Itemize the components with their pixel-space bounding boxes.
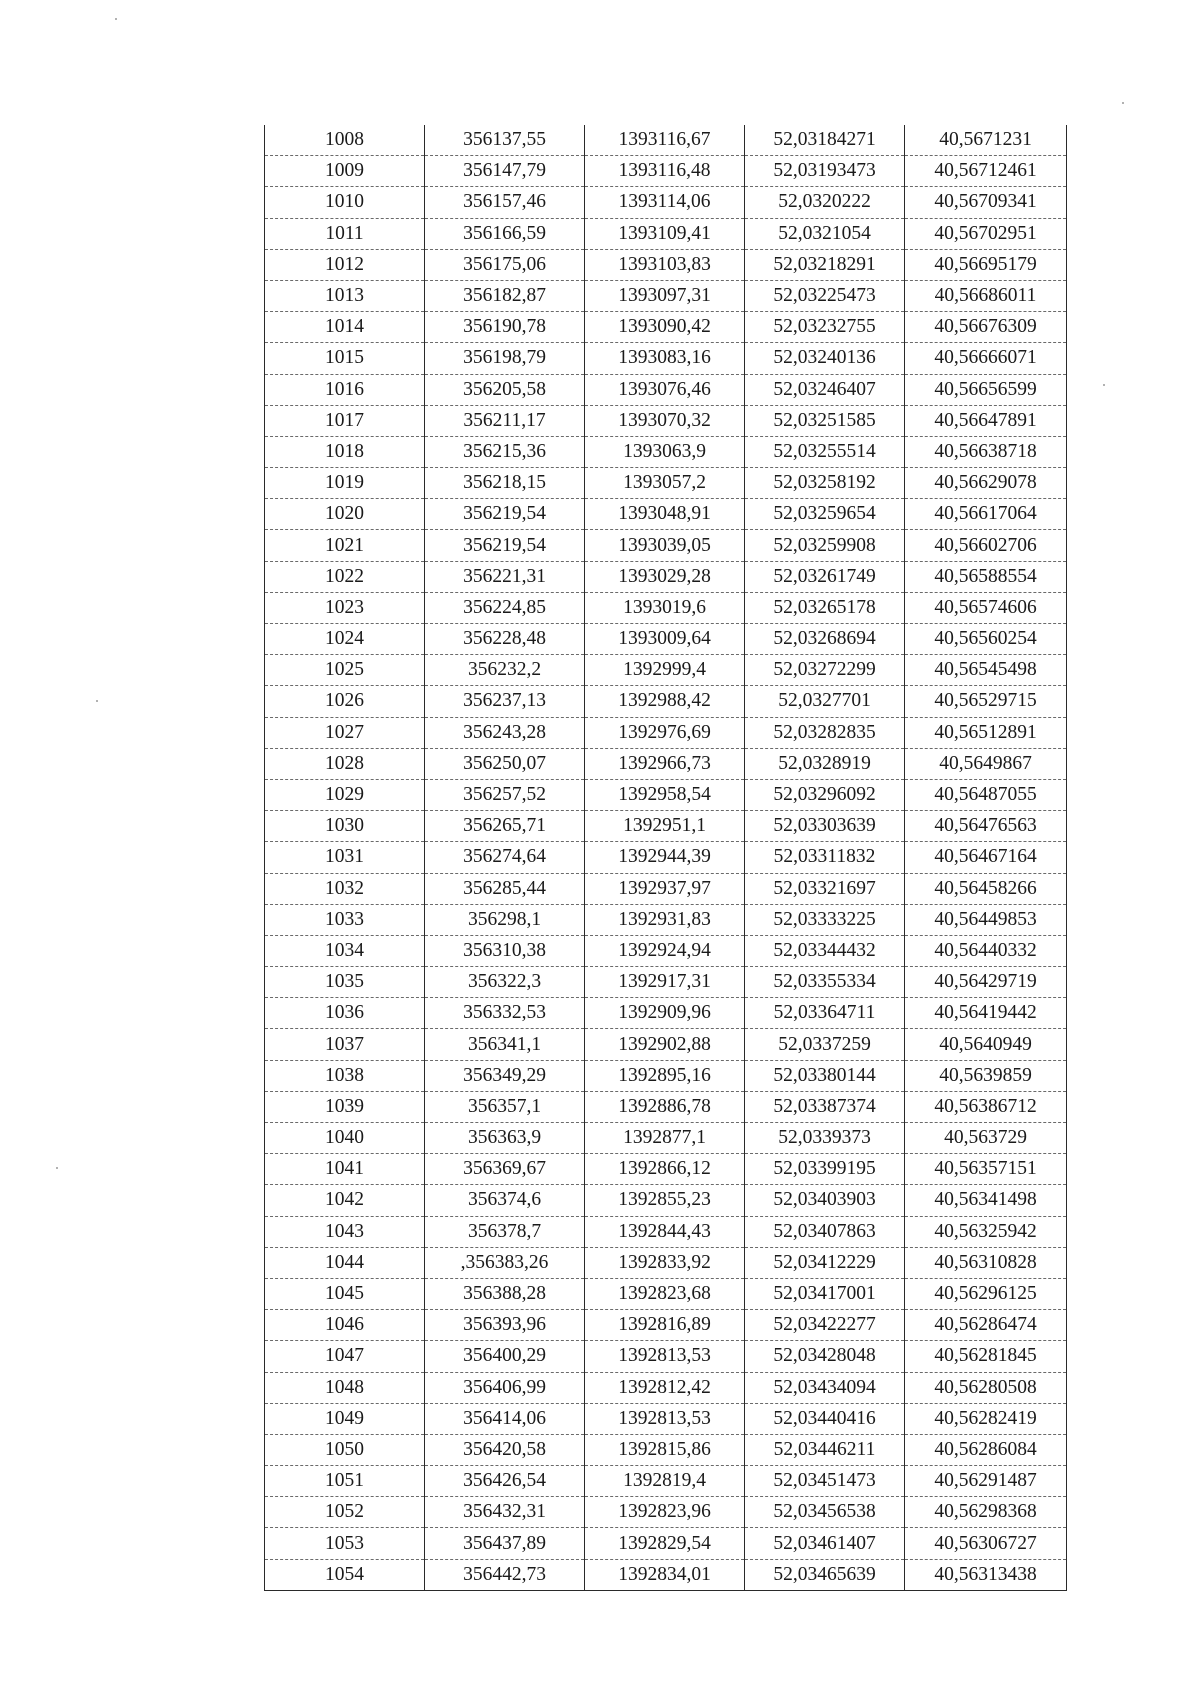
point-number-cell: 1038 <box>265 1060 425 1091</box>
latitude-cell: 52,03399195 <box>745 1154 905 1185</box>
x-coordinate-cell: 356257,52 <box>425 779 585 810</box>
latitude-cell: 52,03465639 <box>745 1559 905 1590</box>
table-row <box>265 1060 1067 1091</box>
longitude-cell: 40,56286474 <box>905 1310 1067 1341</box>
latitude-cell: 52,0337259 <box>745 1029 905 1060</box>
longitude-cell: 40,5671231 <box>905 125 1067 156</box>
y-coordinate-cell: 1392813,53 <box>585 1403 745 1434</box>
longitude-cell: 40,56467164 <box>905 842 1067 873</box>
y-coordinate-cell: 1392866,12 <box>585 1154 745 1185</box>
point-number-cell: 1054 <box>265 1559 425 1590</box>
y-coordinate-cell: 1392909,96 <box>585 998 745 1029</box>
latitude-cell: 52,03412229 <box>745 1247 905 1278</box>
y-coordinate-cell: 1392813,53 <box>585 1341 745 1372</box>
y-coordinate-cell: 1393116,48 <box>585 156 745 187</box>
point-number-cell: 1012 <box>265 249 425 280</box>
point-number-cell: 1022 <box>265 561 425 592</box>
x-coordinate-cell: 356157,46 <box>425 187 585 218</box>
latitude-cell: 52,03246407 <box>745 374 905 405</box>
point-number-cell: 1050 <box>265 1434 425 1465</box>
longitude-cell: 40,5639859 <box>905 1060 1067 1091</box>
longitude-cell: 40,56574606 <box>905 592 1067 623</box>
latitude-cell: 52,03380144 <box>745 1060 905 1091</box>
latitude-cell: 52,03344432 <box>745 935 905 966</box>
latitude-cell: 52,0339373 <box>745 1123 905 1154</box>
y-coordinate-cell: 1392812,42 <box>585 1372 745 1403</box>
y-coordinate-cell: 1392886,78 <box>585 1091 745 1122</box>
table-row <box>265 1247 1067 1278</box>
y-coordinate-cell: 1393090,42 <box>585 312 745 343</box>
x-coordinate-cell: 356341,1 <box>425 1029 585 1060</box>
table-row <box>265 1123 1067 1154</box>
point-number-cell: 1042 <box>265 1185 425 1216</box>
point-number-cell: 1026 <box>265 686 425 717</box>
table-row <box>265 1091 1067 1122</box>
x-coordinate-cell: 356285,44 <box>425 873 585 904</box>
x-coordinate-cell: 356211,17 <box>425 405 585 436</box>
point-number-cell: 1023 <box>265 592 425 623</box>
point-number-cell: 1039 <box>265 1091 425 1122</box>
y-coordinate-cell: 1393057,2 <box>585 468 745 499</box>
point-number-cell: 1013 <box>265 280 425 311</box>
point-number-cell: 1051 <box>265 1466 425 1497</box>
longitude-cell: 40,56666071 <box>905 343 1067 374</box>
latitude-cell: 52,03311832 <box>745 842 905 873</box>
longitude-cell: 40,56286084 <box>905 1434 1067 1465</box>
x-coordinate-cell: 356221,31 <box>425 561 585 592</box>
table-row <box>265 156 1067 187</box>
x-coordinate-cell: 356228,48 <box>425 624 585 655</box>
table-row <box>265 1403 1067 1434</box>
longitude-cell: 40,56709341 <box>905 187 1067 218</box>
longitude-cell: 40,56310828 <box>905 1247 1067 1278</box>
x-coordinate-cell: 356349,29 <box>425 1060 585 1091</box>
point-number-cell: 1041 <box>265 1154 425 1185</box>
y-coordinate-cell: 1392924,94 <box>585 935 745 966</box>
latitude-cell: 52,03272299 <box>745 655 905 686</box>
x-coordinate-cell: 356406,99 <box>425 1372 585 1403</box>
latitude-cell: 52,0321054 <box>745 218 905 249</box>
latitude-cell: 52,03428048 <box>745 1341 905 1372</box>
latitude-cell: 52,03265178 <box>745 592 905 623</box>
point-number-cell: 1021 <box>265 530 425 561</box>
table-row <box>265 1154 1067 1185</box>
y-coordinate-cell: 1393109,41 <box>585 218 745 249</box>
y-coordinate-cell: 1393063,9 <box>585 436 745 467</box>
point-number-cell: 1043 <box>265 1216 425 1247</box>
scan-speck <box>115 18 117 20</box>
x-coordinate-cell: 356393,96 <box>425 1310 585 1341</box>
x-coordinate-cell: 356432,31 <box>425 1497 585 1528</box>
scan-speck <box>1103 384 1105 386</box>
x-coordinate-cell: 356310,38 <box>425 935 585 966</box>
y-coordinate-cell: 1393116,67 <box>585 125 745 156</box>
y-coordinate-cell: 1392895,16 <box>585 1060 745 1091</box>
coordinates-table-body <box>265 125 1067 1590</box>
longitude-cell: 40,56298368 <box>905 1497 1067 1528</box>
longitude-cell: 40,5649867 <box>905 748 1067 779</box>
y-coordinate-cell: 1393029,28 <box>585 561 745 592</box>
y-coordinate-cell: 1392976,69 <box>585 717 745 748</box>
y-coordinate-cell: 1392917,31 <box>585 967 745 998</box>
point-number-cell: 1030 <box>265 811 425 842</box>
y-coordinate-cell: 1392823,96 <box>585 1497 745 1528</box>
longitude-cell: 40,56476563 <box>905 811 1067 842</box>
x-coordinate-cell: 356182,87 <box>425 280 585 311</box>
longitude-cell: 40,56702951 <box>905 218 1067 249</box>
table-row <box>265 1278 1067 1309</box>
longitude-cell: 40,56487055 <box>905 779 1067 810</box>
y-coordinate-cell: 1392931,83 <box>585 904 745 935</box>
y-coordinate-cell: 1393009,64 <box>585 624 745 655</box>
y-coordinate-cell: 1392816,89 <box>585 1310 745 1341</box>
latitude-cell: 52,03407863 <box>745 1216 905 1247</box>
latitude-cell: 52,03240136 <box>745 343 905 374</box>
x-coordinate-cell: 356274,64 <box>425 842 585 873</box>
longitude-cell: 40,56282419 <box>905 1403 1067 1434</box>
point-number-cell: 1049 <box>265 1403 425 1434</box>
longitude-cell: 40,56647891 <box>905 405 1067 436</box>
x-coordinate-cell: 356237,13 <box>425 686 585 717</box>
longitude-cell: 40,56341498 <box>905 1185 1067 1216</box>
scan-speck <box>1122 102 1124 104</box>
longitude-cell: 40,5640949 <box>905 1029 1067 1060</box>
point-number-cell: 1020 <box>265 499 425 530</box>
point-number-cell: 1047 <box>265 1341 425 1372</box>
x-coordinate-cell: 356357,1 <box>425 1091 585 1122</box>
longitude-cell: 40,56617064 <box>905 499 1067 530</box>
x-coordinate-cell: 356219,54 <box>425 530 585 561</box>
table-row <box>265 779 1067 810</box>
point-number-cell: 1010 <box>265 187 425 218</box>
longitude-cell: 40,56629078 <box>905 468 1067 499</box>
x-coordinate-cell: 356224,85 <box>425 592 585 623</box>
longitude-cell: 40,56545498 <box>905 655 1067 686</box>
table-row <box>265 717 1067 748</box>
x-coordinate-cell: 356147,79 <box>425 156 585 187</box>
latitude-cell: 52,03259654 <box>745 499 905 530</box>
longitude-cell: 40,56656599 <box>905 374 1067 405</box>
latitude-cell: 52,03268694 <box>745 624 905 655</box>
table-row <box>265 592 1067 623</box>
x-coordinate-cell: 356426,54 <box>425 1466 585 1497</box>
table-row <box>265 811 1067 842</box>
y-coordinate-cell: 1392958,54 <box>585 779 745 810</box>
longitude-cell: 40,56386712 <box>905 1091 1067 1122</box>
longitude-cell: 40,56458266 <box>905 873 1067 904</box>
latitude-cell: 52,03364711 <box>745 998 905 1029</box>
point-number-cell: 1053 <box>265 1528 425 1559</box>
point-number-cell: 1048 <box>265 1372 425 1403</box>
latitude-cell: 52,03451473 <box>745 1466 905 1497</box>
point-number-cell: 1028 <box>265 748 425 779</box>
latitude-cell: 52,03434094 <box>745 1372 905 1403</box>
y-coordinate-cell: 1393076,46 <box>585 374 745 405</box>
table-row <box>265 249 1067 280</box>
x-coordinate-cell: 356190,78 <box>425 312 585 343</box>
scan-speck <box>96 700 98 702</box>
table-row <box>265 842 1067 873</box>
latitude-cell: 52,0328919 <box>745 748 905 779</box>
table-row <box>265 1216 1067 1247</box>
x-coordinate-cell: 356198,79 <box>425 343 585 374</box>
latitude-cell: 52,03303639 <box>745 811 905 842</box>
x-coordinate-cell: 356265,71 <box>425 811 585 842</box>
point-number-cell: 1052 <box>265 1497 425 1528</box>
point-number-cell: 1036 <box>265 998 425 1029</box>
table-row <box>265 873 1067 904</box>
point-number-cell: 1034 <box>265 935 425 966</box>
x-coordinate-cell: 356205,58 <box>425 374 585 405</box>
longitude-cell: 40,56512891 <box>905 717 1067 748</box>
latitude-cell: 52,03461407 <box>745 1528 905 1559</box>
point-number-cell: 1032 <box>265 873 425 904</box>
longitude-cell: 40,56695179 <box>905 249 1067 280</box>
y-coordinate-cell: 1392833,92 <box>585 1247 745 1278</box>
table-row <box>265 967 1067 998</box>
table-row <box>265 1372 1067 1403</box>
table-row <box>265 904 1067 935</box>
longitude-cell: 40,56676309 <box>905 312 1067 343</box>
latitude-cell: 52,03193473 <box>745 156 905 187</box>
table-row <box>265 499 1067 530</box>
y-coordinate-cell: 1392829,54 <box>585 1528 745 1559</box>
coordinates-table <box>264 125 1067 1591</box>
y-coordinate-cell: 1392823,68 <box>585 1278 745 1309</box>
table-row <box>265 1310 1067 1341</box>
longitude-cell: 40,56313438 <box>905 1559 1067 1590</box>
x-coordinate-cell: 356175,06 <box>425 249 585 280</box>
x-coordinate-cell: 356388,28 <box>425 1278 585 1309</box>
y-coordinate-cell: 1393048,91 <box>585 499 745 530</box>
table-row <box>265 1029 1067 1060</box>
scan-speck <box>56 1167 58 1169</box>
latitude-cell: 52,03258192 <box>745 468 905 499</box>
latitude-cell: 52,03225473 <box>745 280 905 311</box>
x-coordinate-cell: 356363,9 <box>425 1123 585 1154</box>
point-number-cell: 1015 <box>265 343 425 374</box>
table-row <box>265 624 1067 655</box>
y-coordinate-cell: 1392988,42 <box>585 686 745 717</box>
y-coordinate-cell: 1392815,86 <box>585 1434 745 1465</box>
table-row <box>265 935 1067 966</box>
point-number-cell: 1033 <box>265 904 425 935</box>
point-number-cell: 1029 <box>265 779 425 810</box>
y-coordinate-cell: 1393083,16 <box>585 343 745 374</box>
point-number-cell: 1016 <box>265 374 425 405</box>
latitude-cell: 52,03296092 <box>745 779 905 810</box>
longitude-cell: 40,56281845 <box>905 1341 1067 1372</box>
latitude-cell: 52,03259908 <box>745 530 905 561</box>
latitude-cell: 52,03218291 <box>745 249 905 280</box>
longitude-cell: 40,56588554 <box>905 561 1067 592</box>
point-number-cell: 1018 <box>265 436 425 467</box>
table-row <box>265 436 1067 467</box>
table-row <box>265 1528 1067 1559</box>
y-coordinate-cell: 1392902,88 <box>585 1029 745 1060</box>
point-number-cell: 1008 <box>265 125 425 156</box>
point-number-cell: 1009 <box>265 156 425 187</box>
longitude-cell: 40,563729 <box>905 1123 1067 1154</box>
y-coordinate-cell: 1392951,1 <box>585 811 745 842</box>
point-number-cell: 1011 <box>265 218 425 249</box>
x-coordinate-cell: ,356383,26 <box>425 1247 585 1278</box>
table-row <box>265 1341 1067 1372</box>
table-row <box>265 468 1067 499</box>
table-row <box>265 748 1067 779</box>
x-coordinate-cell: 356166,59 <box>425 218 585 249</box>
longitude-cell: 40,56280508 <box>905 1372 1067 1403</box>
y-coordinate-cell: 1392999,4 <box>585 655 745 686</box>
y-coordinate-cell: 1393039,05 <box>585 530 745 561</box>
latitude-cell: 52,03251585 <box>745 405 905 436</box>
table-row <box>265 1497 1067 1528</box>
longitude-cell: 40,56712461 <box>905 156 1067 187</box>
longitude-cell: 40,56357151 <box>905 1154 1067 1185</box>
table-row <box>265 1466 1067 1497</box>
longitude-cell: 40,56638718 <box>905 436 1067 467</box>
longitude-cell: 40,56449853 <box>905 904 1067 935</box>
x-coordinate-cell: 356369,67 <box>425 1154 585 1185</box>
y-coordinate-cell: 1392966,73 <box>585 748 745 779</box>
point-number-cell: 1014 <box>265 312 425 343</box>
point-number-cell: 1046 <box>265 1310 425 1341</box>
y-coordinate-cell: 1392944,39 <box>585 842 745 873</box>
x-coordinate-cell: 356332,53 <box>425 998 585 1029</box>
latitude-cell: 52,03456538 <box>745 1497 905 1528</box>
point-number-cell: 1027 <box>265 717 425 748</box>
point-number-cell: 1025 <box>265 655 425 686</box>
latitude-cell: 52,03417001 <box>745 1278 905 1309</box>
latitude-cell: 52,03355334 <box>745 967 905 998</box>
y-coordinate-cell: 1393103,83 <box>585 249 745 280</box>
longitude-cell: 40,56291487 <box>905 1466 1067 1497</box>
table-row <box>265 998 1067 1029</box>
latitude-cell: 52,03440416 <box>745 1403 905 1434</box>
longitude-cell: 40,56306727 <box>905 1528 1067 1559</box>
latitude-cell: 52,03261749 <box>745 561 905 592</box>
y-coordinate-cell: 1392855,23 <box>585 1185 745 1216</box>
table-row <box>265 655 1067 686</box>
x-coordinate-cell: 356374,6 <box>425 1185 585 1216</box>
point-number-cell: 1040 <box>265 1123 425 1154</box>
table-row <box>265 1559 1067 1590</box>
table-row <box>265 561 1067 592</box>
x-coordinate-cell: 356442,73 <box>425 1559 585 1590</box>
table-row <box>265 530 1067 561</box>
point-number-cell: 1037 <box>265 1029 425 1060</box>
point-number-cell: 1024 <box>265 624 425 655</box>
table-row <box>265 218 1067 249</box>
latitude-cell: 52,03446211 <box>745 1434 905 1465</box>
point-number-cell: 1031 <box>265 842 425 873</box>
latitude-cell: 52,03184271 <box>745 125 905 156</box>
table-row <box>265 374 1067 405</box>
table-row <box>265 343 1067 374</box>
longitude-cell: 40,56429719 <box>905 967 1067 998</box>
point-number-cell: 1045 <box>265 1278 425 1309</box>
y-coordinate-cell: 1393114,06 <box>585 187 745 218</box>
y-coordinate-cell: 1392819,4 <box>585 1466 745 1497</box>
y-coordinate-cell: 1392844,43 <box>585 1216 745 1247</box>
x-coordinate-cell: 356137,55 <box>425 125 585 156</box>
x-coordinate-cell: 356298,1 <box>425 904 585 935</box>
table-row <box>265 125 1067 156</box>
x-coordinate-cell: 356218,15 <box>425 468 585 499</box>
x-coordinate-cell: 356219,54 <box>425 499 585 530</box>
longitude-cell: 40,56602706 <box>905 530 1067 561</box>
latitude-cell: 52,03255514 <box>745 436 905 467</box>
x-coordinate-cell: 356378,7 <box>425 1216 585 1247</box>
table-row <box>265 312 1067 343</box>
table-row <box>265 280 1067 311</box>
table-row <box>265 1185 1067 1216</box>
x-coordinate-cell: 356215,36 <box>425 436 585 467</box>
longitude-cell: 40,56296125 <box>905 1278 1067 1309</box>
y-coordinate-cell: 1393097,31 <box>585 280 745 311</box>
table-row <box>265 1434 1067 1465</box>
point-number-cell: 1035 <box>265 967 425 998</box>
y-coordinate-cell: 1392834,01 <box>585 1559 745 1590</box>
y-coordinate-cell: 1393070,32 <box>585 405 745 436</box>
y-coordinate-cell: 1392937,97 <box>585 873 745 904</box>
latitude-cell: 52,03403903 <box>745 1185 905 1216</box>
point-number-cell: 1044 <box>265 1247 425 1278</box>
longitude-cell: 40,56440332 <box>905 935 1067 966</box>
point-number-cell: 1019 <box>265 468 425 499</box>
latitude-cell: 52,0320222 <box>745 187 905 218</box>
longitude-cell: 40,56419442 <box>905 998 1067 1029</box>
point-number-cell: 1017 <box>265 405 425 436</box>
latitude-cell: 52,0327701 <box>745 686 905 717</box>
longitude-cell: 40,56529715 <box>905 686 1067 717</box>
x-coordinate-cell: 356420,58 <box>425 1434 585 1465</box>
x-coordinate-cell: 356437,89 <box>425 1528 585 1559</box>
x-coordinate-cell: 356232,2 <box>425 655 585 686</box>
y-coordinate-cell: 1393019,6 <box>585 592 745 623</box>
y-coordinate-cell: 1392877,1 <box>585 1123 745 1154</box>
table-row <box>265 187 1067 218</box>
latitude-cell: 52,03333225 <box>745 904 905 935</box>
longitude-cell: 40,56560254 <box>905 624 1067 655</box>
x-coordinate-cell: 356243,28 <box>425 717 585 748</box>
x-coordinate-cell: 356322,3 <box>425 967 585 998</box>
latitude-cell: 52,03321697 <box>745 873 905 904</box>
table-row <box>265 405 1067 436</box>
x-coordinate-cell: 356414,06 <box>425 1403 585 1434</box>
latitude-cell: 52,03232755 <box>745 312 905 343</box>
table-row <box>265 686 1067 717</box>
latitude-cell: 52,03387374 <box>745 1091 905 1122</box>
x-coordinate-cell: 356400,29 <box>425 1341 585 1372</box>
x-coordinate-cell: 356250,07 <box>425 748 585 779</box>
latitude-cell: 52,03282835 <box>745 717 905 748</box>
longitude-cell: 40,56325942 <box>905 1216 1067 1247</box>
longitude-cell: 40,56686011 <box>905 280 1067 311</box>
latitude-cell: 52,03422277 <box>745 1310 905 1341</box>
